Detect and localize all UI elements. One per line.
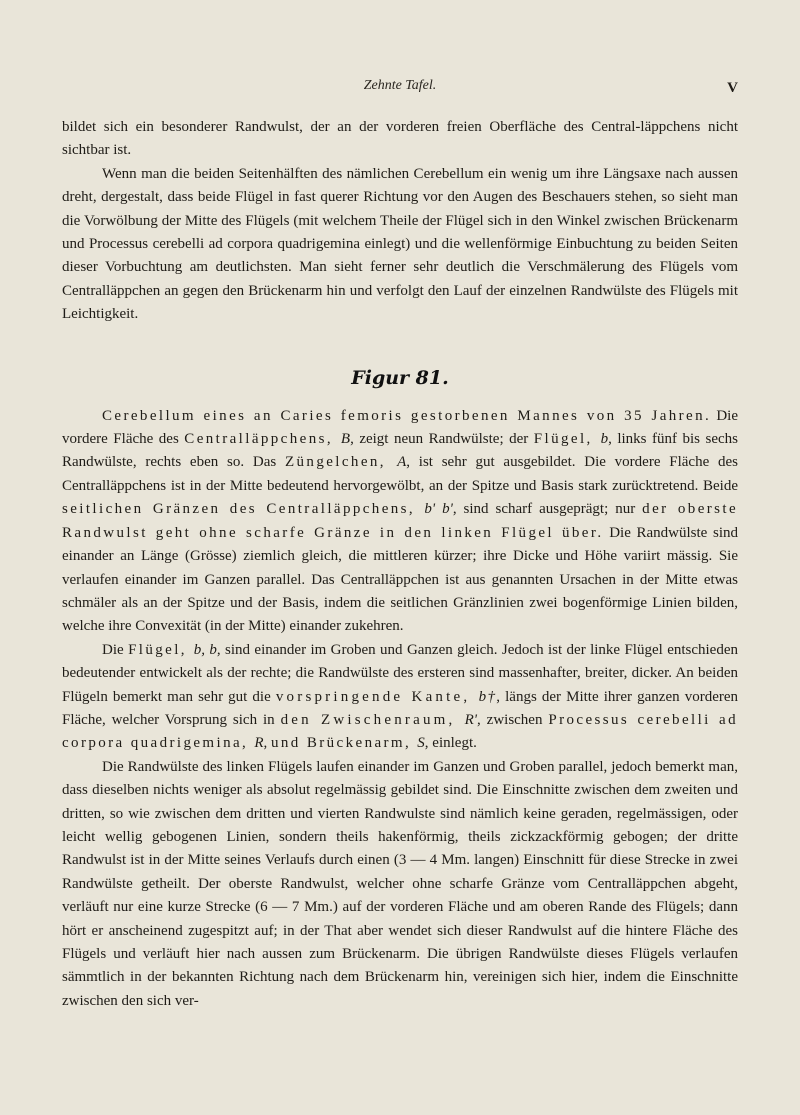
text-run: Die	[102, 641, 129, 658]
spaced-text: seitlichen Gränzen des Centralläppchens,	[62, 501, 425, 518]
spaced-text: den Zwischenraum,	[280, 711, 465, 728]
figure-letter: R'	[464, 711, 477, 728]
figure-letter: S	[417, 735, 425, 752]
page-number: V	[727, 80, 738, 96]
text-run: , sind einander im Groben und Ganzen gleich. Jedoch ist der linke Flügel entschieden bedeutender entwickelt als der rechte; die Randwülste des ersteren sind massenhafter, breiter, dicker. An beiden Flügeln bemerkt man sehr gut die	[62, 641, 738, 705]
text-run: , zwischen	[476, 711, 549, 728]
paragraph-5	[62, 756, 738, 1013]
figure-letter: b, b	[193, 641, 217, 658]
paragraph-1-text: bildet sich ein besonderer Randwulst, der an der vorderen freien Oberfläche des Central-läppchens nicht sichtbar ist.	[62, 119, 738, 159]
spaced-text: Flügel,	[128, 641, 194, 658]
text-run: , sind scharf ausgeprägt; nur	[452, 501, 643, 518]
spaced-text: und Brückenarm,	[271, 735, 418, 752]
figure-letter: b†	[478, 688, 497, 705]
text-run: , einlegt.	[424, 735, 477, 752]
spaced-text: Processus cerebelli ad corpora quadrigemina,	[62, 711, 738, 752]
spaced-text: Centralläppchens,	[184, 431, 341, 448]
text-run: Die vordere Fläche des	[62, 407, 738, 448]
figure-heading-block	[62, 327, 738, 405]
paragraph-2-text: Wenn man die beiden Seitenhälften des nämlichen Cerebellum ein wenig um ihre Längsaxe nach aussen dreht, dergestalt, dass beide Flügel in fast querer Richtung vor den Augen des Beschauers stehen, so sieht man die Vorwölbung der Mitte des Flügels (mit welchem Theile der Flügel sich in den Winkel zwischen Brückenarm und Processus cerebelli ad corpora quadrigemina einlegt) und die wellenförmige Einbuchtung zu beiden Seiten dieser Vorbuchtung am deutlichsten. Man sieht ferner sehr deutlich die Verschmälerung des Flügels vom Centralläppchen an gegen den Brückenarm hin und verfolgt den Lauf der einzelnen Randwülste des Flügels mit Leichtigkeit.	[62, 165, 738, 323]
paragraph-5-text: Die Randwülste des linken Flügels laufen einander im Ganzen und Groben parallel, jedoch bemerkt man, dass dieselben nichts weniger als absolut regelmässig gebildet sind. Die Einschnitte zwischen dem zweiten und dritten, so wie zwischen dem dritten und vierten Randwulste sind nämlich keine geraden, regelmässigen, oder leicht wellig gebogenen Linien, sondern theils hakenförmig, theils zickzackförmig gebogen; der dritte Randwulst ist in der Mitte seines Verlaufs durch einen (3 — 4 Mm. langen) Einschnitt für diese Strecke in zwei Randwülste getheilt. Der oberste Randwulst, welcher ohne scharfe Gränze vom Centralläppchen abgeht, verläuft nur eine kurze Strecke (6 — 7 Mm.) auf der vorderen Fläche und am oberen Rande des Flügels; dann hört er anscheinend zugespitzt auf; in der That aber wendet sich dieser Randwulst auf die hintere Fläche des Flügels und verläuft hier nach aussen zum Brückenarm. Die übrigen Randwülste dieses Flügels verlaufen sämmtlich in der bekannten Richtung nach dem Brückenarm hin, vereinigen sich hier, indem die Einschnitte zwischen den sich ver-	[62, 758, 738, 1009]
paragraph-3	[62, 405, 738, 639]
text-run: Die Randwülste sind einander an Länge (Grösse) ziemlich gleich, die mittleren kürzer; ihre Dicke und Höhe variirt mässig. Sie verlaufen einander im Ganzen parallel. Das Centralläppchen ist aus genannten Ursachen in der Mitte etwas schmäler als an der Spitze und der Basis, indem die seitlichen Gränzlinien zwei bogenförmige Linien bilden, welche ihre Convexität (in der Mitte) einander zukehren.	[62, 524, 738, 635]
text-run: ,	[263, 735, 271, 752]
text-run: , längs der Mitte ihrer ganzen vorderen Fläche, welcher Vorsprung sich in	[62, 688, 738, 728]
paragraph-1	[62, 116, 738, 163]
running-header	[62, 78, 738, 100]
text-run: , zeigt neun Randwülste; der	[350, 431, 534, 448]
spaced-text: Cerebellum eines an Caries femoris gestorbenen Mannes von 35 Jahren.	[102, 407, 712, 424]
figure-letter: b	[600, 431, 609, 448]
paragraph-2	[62, 163, 738, 327]
text-run: , links fünf bis sechs Randwülste, rechts eben so. Das	[62, 431, 738, 471]
spaced-text: der oberste Randwulst geht ohne scharfe Gränze in den linken Flügel über.	[62, 501, 739, 541]
figure-letter: A	[397, 454, 407, 471]
body-text	[62, 116, 738, 1013]
spaced-text: vorspringende Kante,	[275, 688, 479, 705]
text-run: , ist sehr gut ausgebildet. Die vordere Fläche des Centralläppchens ist in der Mitte bedeutend hervorgewölbt, an der Spitze und Basis stark zurücktretend. Beide	[62, 454, 738, 494]
running-title: Zehnte Tafel.	[363, 78, 437, 93]
figure-letter: B	[340, 431, 351, 448]
figure-letter: b' b'	[424, 501, 453, 518]
paragraph-4	[62, 639, 738, 756]
spaced-text: Flügel,	[533, 431, 601, 448]
figure-heading: Figur 81.	[351, 366, 449, 389]
figure-letter: R	[254, 735, 264, 752]
spaced-text: Züngelchen,	[284, 454, 398, 471]
